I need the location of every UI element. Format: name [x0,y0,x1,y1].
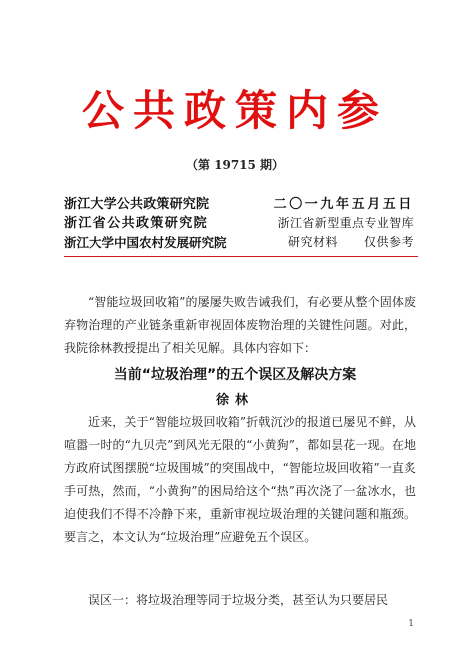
body-paragraph-2: 误区一：将垃圾治理等同于垃圾分类，甚至认为只要居民 [88,593,389,607]
intro-paragraph: “智能垃圾回收箱”的屡屡失败告诫我们，有必要从整个固体废弃物治理的产业链条重新审视固体废物治理的关键性问题。对此，我院徐林教授提出了相关见解。具体内容如下： [64,295,416,355]
info-row-3 [64,233,414,252]
usage-note [288,233,414,252]
publisher-3: 浙江大学中国农村发展研究院 [64,235,227,250]
article-author: 徐林 [215,393,254,408]
think-tank-label: 浙江省新型重点专业智库 [277,216,414,230]
masthead-title: 公共政策内参 [81,86,388,135]
issue-number: （第 19715 期） [185,158,285,172]
info-row-1 [64,195,414,214]
header-divider [64,256,418,257]
publisher-1: 浙江大学公共政策研究院 [64,197,210,212]
reference-only-label: 仅供参考 [363,235,414,249]
research-material-label: 研究材料 [287,235,338,249]
body-paragraph-1: 近来，关于“智能垃圾回收箱”折戟沉沙的报道已屡见不鲜，从喧嚣一时的“九贝壳”到风光无限的“小黄狗”，都如昙花一现。在地方政府试图摆脱“垃圾围城”的突围战中，“智能垃圾回收箱”一直炙手可热，然而，“小黄狗”的困局给这个“热”再次浇了一盆冰水，也迫使我们不得不冷静下来，重新审视垃圾治理的关键问题和瓶颈。要言之，本文认为“垃圾治理”应避免五个误区。 [64,415,416,544]
publisher-info [64,195,414,252]
publish-date: 二〇一九年五月五日 [273,197,414,212]
info-row-2 [64,214,414,233]
publisher-2: 浙江省公共政策研究院 [64,216,209,231]
page-number: 1 [408,619,414,629]
article-title: 当前“垃圾治理”的五个误区及解决方案 [113,367,357,383]
